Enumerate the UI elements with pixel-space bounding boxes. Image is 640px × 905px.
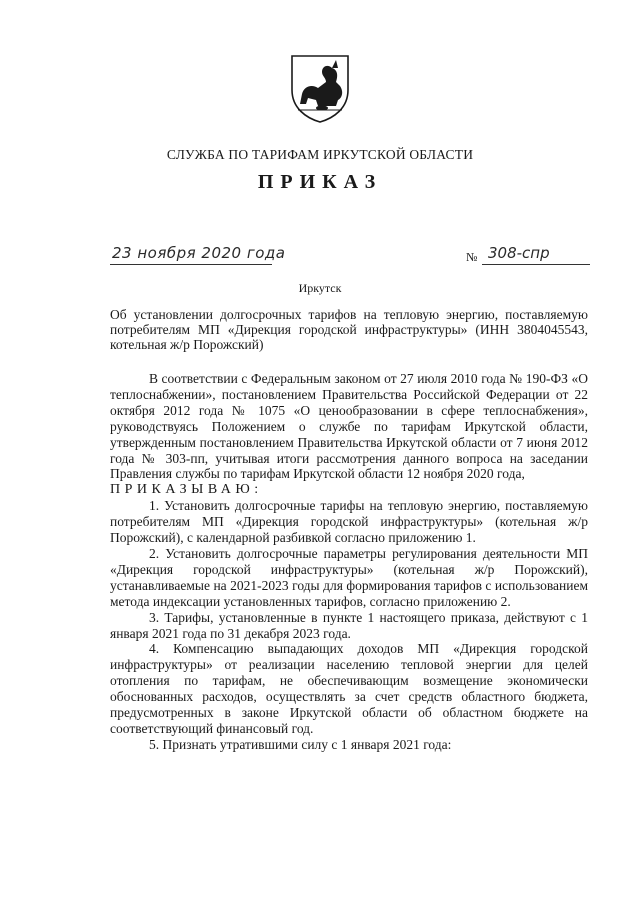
order-item: 4. Компенсацию выпадающих доходов МП «Дирекция городской инфраструктуры» от реализации населению тепловой энергии для целей отопления по тарифам, не обеспечивающим возмещение экономически обоснованных расходов, осуществлять за счет средств областного бюджета, предусмотренных в законе Иркутской области об областном бюджете на соответствующий финансовый год. xyxy=(110,641,588,736)
preamble-paragraph: В соответствии с Федеральным законом от 27 июля 2010 года № 190-ФЗ «О теплоснабжении», постановлением Правительства Российской Федерации от 22 октября 2012 года № 1075 «О ценообразовании в сфере теплоснабжения», руководствуясь Положением о службе по тарифам Иркутской области, утвержденным постановлением Правительства Иркутской области от 7 июня 2012 года № 303-пп, учитывая итоги рассмотрения данного вопроса на заседании Правления службы по тарифам Иркутской области 12 ноября 2020 года, xyxy=(110,371,588,482)
document-city: Иркутск xyxy=(298,281,342,295)
order-heading: ПРИКАЗЫВАЮ: xyxy=(110,482,263,498)
document-type-title: ПРИКАЗ xyxy=(257,171,383,193)
date-underline xyxy=(110,264,272,265)
document-subject: Об установлении долгосрочных тарифов на тепловую энергию, поставляемую потребителям МП «Дирекция городской инфраструктуры» (ИНН 3804045543, котельная ж/р Порожский) xyxy=(110,307,588,352)
document-number: 308-спр xyxy=(488,244,550,262)
order-item: 1. Установить долгосрочные тарифы на тепловую энергию, поставляемую потребителям МП «Дирекция городской инфраструктуры» (котельная ж/р Порожский), с календарной разбивкой согласно приложению 1. xyxy=(110,498,588,546)
document-date: 23 ноября 2020 года xyxy=(112,244,286,262)
order-item: 3. Тарифы, установленные в пункте 1 настоящего приказа, действуют с 1 января 2021 года по 31 декабря 2023 года. xyxy=(110,609,588,641)
number-underline xyxy=(482,264,590,265)
coat-of-arms-icon xyxy=(288,54,352,124)
order-item: 2. Установить долгосрочные параметры регулирования деятельности МП «Дирекция городской инфраструктуры» (котельная ж/р Порожский), устанавливаемые на 2021-2023 годы для формирования тарифов с использованием метода индексации установленных тарифов, согласно приложению 2. xyxy=(110,545,588,609)
agency-name: СЛУЖБА ПО ТАРИФАМ ИРКУТСКОЙ ОБЛАСТИ xyxy=(166,147,474,162)
number-label: № xyxy=(466,250,478,264)
document-body xyxy=(110,371,588,753)
order-item: 5. Признать утратившими силу с 1 января 2021 года: xyxy=(149,736,452,752)
